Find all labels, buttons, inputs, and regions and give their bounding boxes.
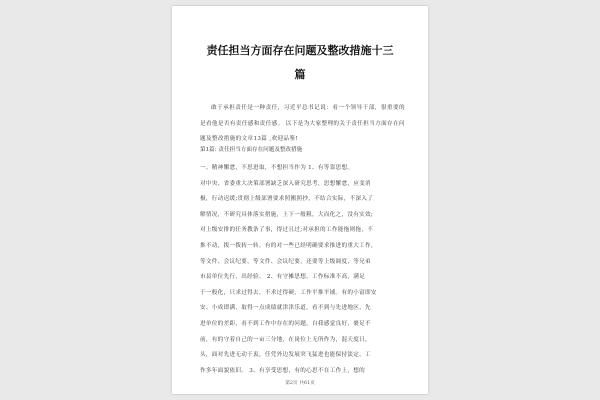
body-line: 一、精神懈怠，不思进取，不想担当作为 1、有等靠思想。 [200,165,354,171]
body-line: 对上级安排的任务教条了事，得过且过;对承担的工作能拖则拖，不 [200,227,374,234]
body-line: 市县单位先行，出经验。 2、有守摊思想。工作标准不高，满足 [200,274,366,281]
body-line: 作多年面貌依旧。 3、有享受思想，有的心思不在工作上，想的 [200,367,366,374]
body-line: 头，面对先进无动于衷，任凭外边发展突飞猛进也能保持淡定，工 [200,352,371,359]
body-line: 于一般化，只求过得去，不求过得硬，工作平推平铺。有的小富即安 [200,289,377,296]
document-page [172,6,428,394]
body-line: 等文件、会议纪要，等文件、会议纪要，还要等上级调度，等兄弟 [200,258,371,265]
body-line: 前，有的守着自己的一亩三分地，在岗位上无所作为，混天度日， [200,336,371,343]
body-line: 推不动，拨一拨转一转。有的对一些已经明确要求推进的重大工作， [200,242,377,249]
body-line: 解情况，不研究具体落实措施，上下一般粗，大而化之，没有实效; [200,211,374,218]
intro-paragraph [200,101,405,148]
page-footer: 第2页 共61页 [285,381,315,386]
body-line: 对中央、省委重大决策部署缺乏深入研究思考，思想懈怠，应变消 [200,180,371,187]
intro-text: 敢于承担责任是一种责任，习近平总书记说：看一个领导干部，很重要的是看他是否有责任感和责任感。 以下是为大家整理的关于责任担当方面存在问题及整改措施的文章13篇 ,欢迎品鉴! [200,105,405,142]
body-line: 进单位的差距，看不到工作中存在的问题，自我感觉良好，裹足不 [200,320,371,327]
document-title-line-1: 责任担当方面存在问题及整改措施十三 [206,44,394,57]
section-heading: 第1篇: 责任担当方面存在问题及整改措施 [200,147,303,153]
document-title-line-2: 篇 [294,68,306,81]
body-line: 极，行动迟缓;贯彻上级部署要求照搬照抄，不结合实际，不深入了 [200,196,374,203]
body-line: 安、小成即满，取得一点成绩就津津乐道，看不到与先进地区、先 [200,305,371,312]
body-text [200,161,405,375]
